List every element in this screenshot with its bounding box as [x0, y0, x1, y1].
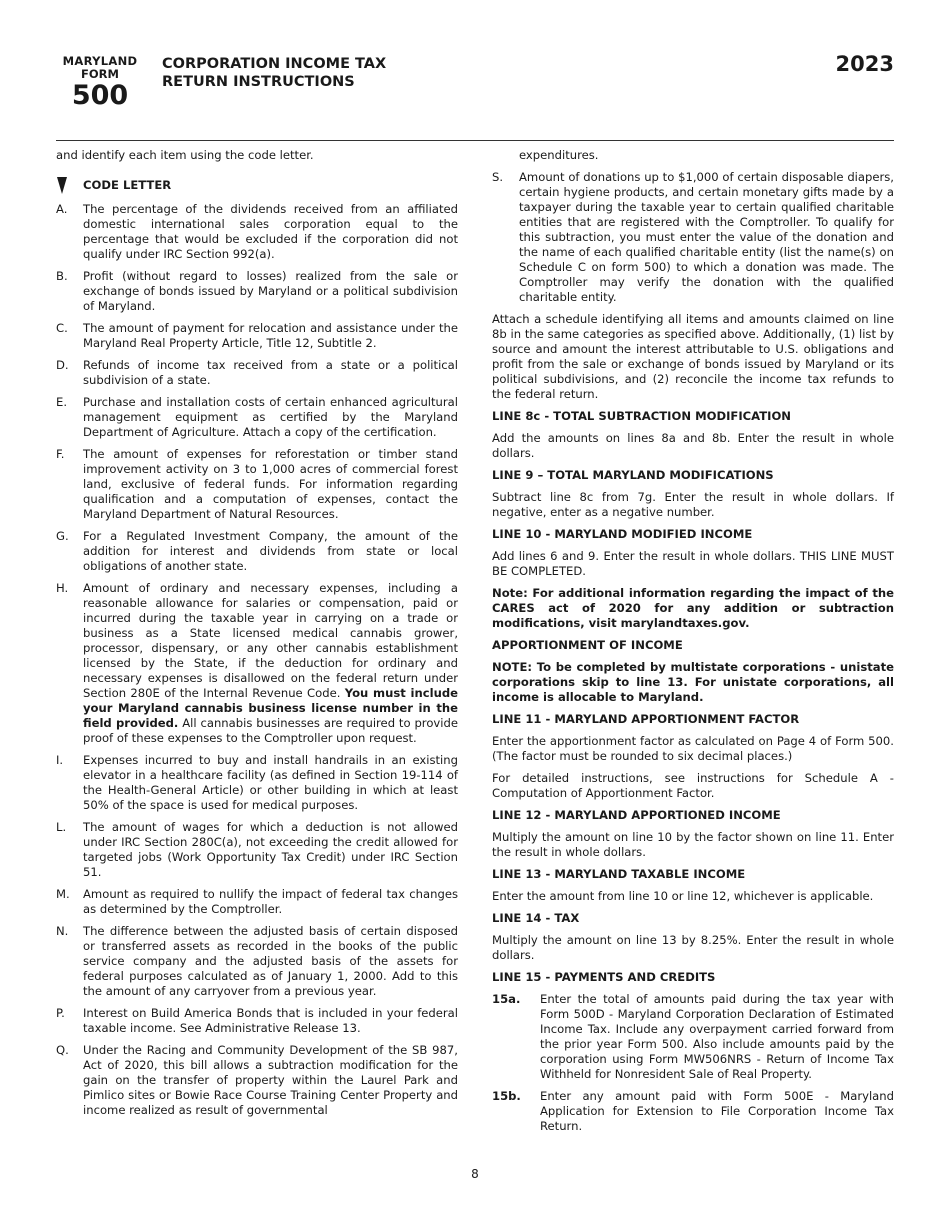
line-15b-text: Enter any amount paid with Form 500E - Maryland Application for Extension to File Corporation Income Tax Return.: [540, 1089, 894, 1133]
item-letter: I.: [56, 753, 64, 767]
item-text: Amount as required to nullify the impact of federal tax changes as determined by the Comptroller.: [83, 887, 458, 916]
title-line-1: CORPORATION INCOME TAX: [162, 56, 387, 72]
list-item: [56, 321, 458, 351]
code-letter-heading: [56, 177, 458, 194]
list-item: [56, 820, 458, 880]
line-10-text: Add lines 6 and 9. Enter the result in whole dollars. THIS LINE MUST BE COMPLETED.: [492, 549, 894, 578]
line-8c-text: Add the amounts on lines 8a and 8b. Enter the result in whole dollars.: [492, 431, 894, 460]
line-13-heading: LINE 13 - MARYLAND TAXABLE INCOME: [492, 867, 746, 881]
item-h-text-a: Amount of ordinary and necessary expenses, including a reasonable allowance for salaries or compensation, paid or incurred during the taxable year in carrying on a trade or business as a State licensed medical cannabis grower, processor, dispensary, or any other cannabis establishment licensed by the State, if the deduction for ordinary and necessary expenses is disallowed on the federal return under Section 280E of the Internal Revenue Code.: [83, 581, 458, 700]
line-9-heading: LINE 9 – TOTAL MARYLAND MODIFICATIONS: [492, 468, 774, 482]
list-item: [56, 395, 458, 440]
list-item: [56, 924, 458, 999]
line-15-heading: LINE 15 - PAYMENTS AND CREDITS: [492, 970, 716, 984]
form-number: 500: [71, 80, 129, 111]
item-text: Interest on Build America Bonds that is included in your federal taxable income. See Administrative Release 13.: [83, 1006, 458, 1035]
item-letter: B.: [56, 269, 68, 283]
item-text: The difference between the adjusted basis of certain disposed or transferred assets as recorded in the books of the public service company and the adjusted basis of the assets for federal purposes calculated as of January 1, 2000. Add to this the amount of any carryover from a previous year.: [83, 924, 458, 998]
line-13-text: Enter the amount from line 10 or line 12, whichever is applicable.: [492, 889, 874, 903]
line-11-heading: LINE 11 - MARYLAND APPORTIONMENT FACTOR: [492, 712, 800, 726]
item-letter: C.: [56, 321, 68, 335]
line-14-text: Multiply the amount on line 13 by 8.25%. Enter the result in whole dollars.: [492, 933, 894, 962]
line-15a-text: Enter the total of amounts paid during the tax year with Form 500D - Maryland Corporation Declaration of Estimated Income Tax. Include any overpayment carried forward from the prior year Form 500. Also include amounts paid by the corporation using Form MW506NRS - Return of Income Tax Withheld for Nonresident Sale of Real Property.: [540, 992, 894, 1081]
list-item: [56, 753, 458, 813]
item-h-bold-text: You must include your Maryland cannabis business license number in the field provided.: [83, 686, 458, 730]
down-triangle-icon: [56, 177, 83, 194]
list-item: [56, 269, 458, 314]
item-letter: S.: [492, 170, 504, 184]
apportionment-heading: APPORTIONMENT OF INCOME: [492, 638, 683, 652]
item-letter: L.: [56, 820, 67, 834]
list-item: [56, 202, 458, 262]
line-15b-item: [492, 1089, 894, 1134]
form-identifier: [56, 54, 144, 111]
line-15b-label: 15b.: [492, 1089, 521, 1103]
form-word: FORM: [81, 67, 119, 81]
item-text: The amount of wages for which a deduction is not allowed under IRC Section 280C(a), not exceeding the credit allowed for targeted jobs (Work Opportunity Tax Credit) under IRC Section 51.: [83, 820, 458, 879]
line-10-heading: LINE 10 - MARYLAND MODIFIED INCOME: [492, 527, 753, 541]
line-14-heading: LINE 14 - TAX: [492, 911, 580, 925]
item-letter: P.: [56, 1006, 65, 1020]
page-number: 8: [471, 1167, 479, 1181]
title-line-2: RETURN INSTRUCTIONS: [162, 74, 355, 90]
cares-note: Note: For additional information regarding the impact of the CARES act of 2020 for any addition or subtraction modifications, visit marylandtaxes.gov.: [492, 586, 894, 630]
item-letter: E.: [56, 395, 68, 409]
item-letter: A.: [56, 202, 68, 216]
tax-year: 2023: [835, 52, 894, 76]
item-text: Expenses incurred to buy and install handrails in an existing elevator in a healthcare facility (as defined in Section 19-114 of the Health-General Article) or other building in which at least 50% of the space is used for medical purposes.: [83, 753, 458, 812]
line-9-text: Subtract line 8c from 7g. Enter the result in whole dollars. If negative, enter as a negative number.: [492, 490, 894, 519]
item-letter: F.: [56, 447, 65, 461]
left-column: [56, 148, 458, 1125]
page-header: [56, 52, 894, 112]
line-15a-item: [492, 992, 894, 1082]
intro-text: and identify each item using the code letter.: [56, 148, 314, 162]
item-text: [83, 581, 458, 746]
attach-schedule-text: Attach a schedule identifying all items and amounts claimed on line 8b in the same categories as specified above. Additionally, (1) list by source and amount the interest attributable to U.S. obligations and profit from the sale or exchange of bonds issued by Maryland or its political subdivisions, and (2) reconcile the income tax refunds to the federal return.: [492, 312, 894, 401]
item-text: The amount of payment for relocation and assistance under the Maryland Real Property Article, Title 12, Subtitle 2.: [83, 321, 458, 350]
item-text: The percentage of the dividends received from an affiliated domestic international sales corporation equal to the percentage that would be excluded if the corporation did not qualify under IRC Section 992(a).: [83, 202, 458, 261]
item-text: Amount of donations up to $1,000 of certain disposable diapers, certain hygiene products, and certain monetary gifts made by a taxpayer during the taxable year to certain qualified charitable entities that are registered with the Comptroller. To qualify for this subtraction, you must enter the value of the donation and the name of each qualified charitable entity (list the name(s) on Schedule C on form 500) to which a donation was made. The Comptroller may verify the donation with the qualified charitable entity.: [519, 170, 894, 304]
list-item: [56, 447, 458, 522]
item-text: Profit (without regard to losses) realized from the sale or exchange of bonds issued by Maryland or a political subdivision of Maryland.: [83, 269, 458, 313]
item-letter: N.: [56, 924, 69, 938]
line-8c-heading: LINE 8c - TOTAL SUBTRACTION MODIFICATION: [492, 409, 792, 423]
state-label: MARYLAND: [62, 54, 138, 68]
line-11-text-1: Enter the apportionment factor as calculated on Page 4 of Form 500. (The factor must be rounded to six decimal places.): [492, 734, 894, 763]
item-letter: D.: [56, 358, 69, 372]
line-12-text: Multiply the amount on line 10 by the factor shown on line 11. Enter the result in whole dollars.: [492, 830, 894, 859]
list-item: [56, 1043, 458, 1118]
line-12-heading: LINE 12 - MARYLAND APPORTIONED INCOME: [492, 808, 781, 822]
item-h-text-b: All cannabis businesses are required to provide proof of these expenses to the Comptroller upon request.: [83, 716, 458, 745]
item-text: Refunds of income tax received from a state or a political subdivision of a state.: [83, 358, 458, 387]
list-item: [56, 529, 458, 574]
header-divider: [56, 140, 894, 141]
code-letter-title: CODE LETTER: [83, 178, 172, 192]
line-15a-label: 15a.: [492, 992, 521, 1006]
item-text: Purchase and installation costs of certain enhanced agricultural management equipment as certified by the Maryland Department of Agriculture. Attach a copy of the certification.: [83, 395, 458, 439]
list-item: [56, 358, 458, 388]
item-letter: M.: [56, 887, 70, 901]
continuation-text: expenditures.: [519, 148, 599, 162]
item-text: For a Regulated Investment Company, the amount of the addition for interest and dividends from state or local obligations of another state.: [83, 529, 458, 573]
item-letter: Q.: [56, 1043, 69, 1057]
right-column: [492, 148, 894, 1141]
page-title: [162, 55, 386, 91]
list-item: [492, 170, 894, 305]
list-item-h: [56, 581, 458, 746]
item-text: The amount of expenses for reforestation or timber stand improvement activity on 3 to 1,000 acres of commercial forest land, exclusive of federal funds. For information regarding qualification and a computation of expenses, contact the Maryland Department of Natural Resources.: [83, 447, 458, 521]
list-item: [56, 887, 458, 917]
item-letter: H.: [56, 581, 69, 595]
line-11-text-2: For detailed instructions, see instructions for Schedule A - Computation of Apportionment Factor.: [492, 771, 894, 800]
item-letter: G.: [56, 529, 69, 543]
list-item: [56, 1006, 458, 1036]
apportionment-note: NOTE: To be completed by multistate corporations - unistate corporations skip to line 13. For unistate corporations, all income is allocable to Maryland.: [492, 660, 894, 704]
item-text: Under the Racing and Community Development of the SB 987, Act of 2020, this bill allows a subtraction modification for the gain on the transfer of property within the Laurel Park and Pimlico sites or Bowie Race Course Training Center Property and income realized as result of governmental: [83, 1043, 458, 1117]
